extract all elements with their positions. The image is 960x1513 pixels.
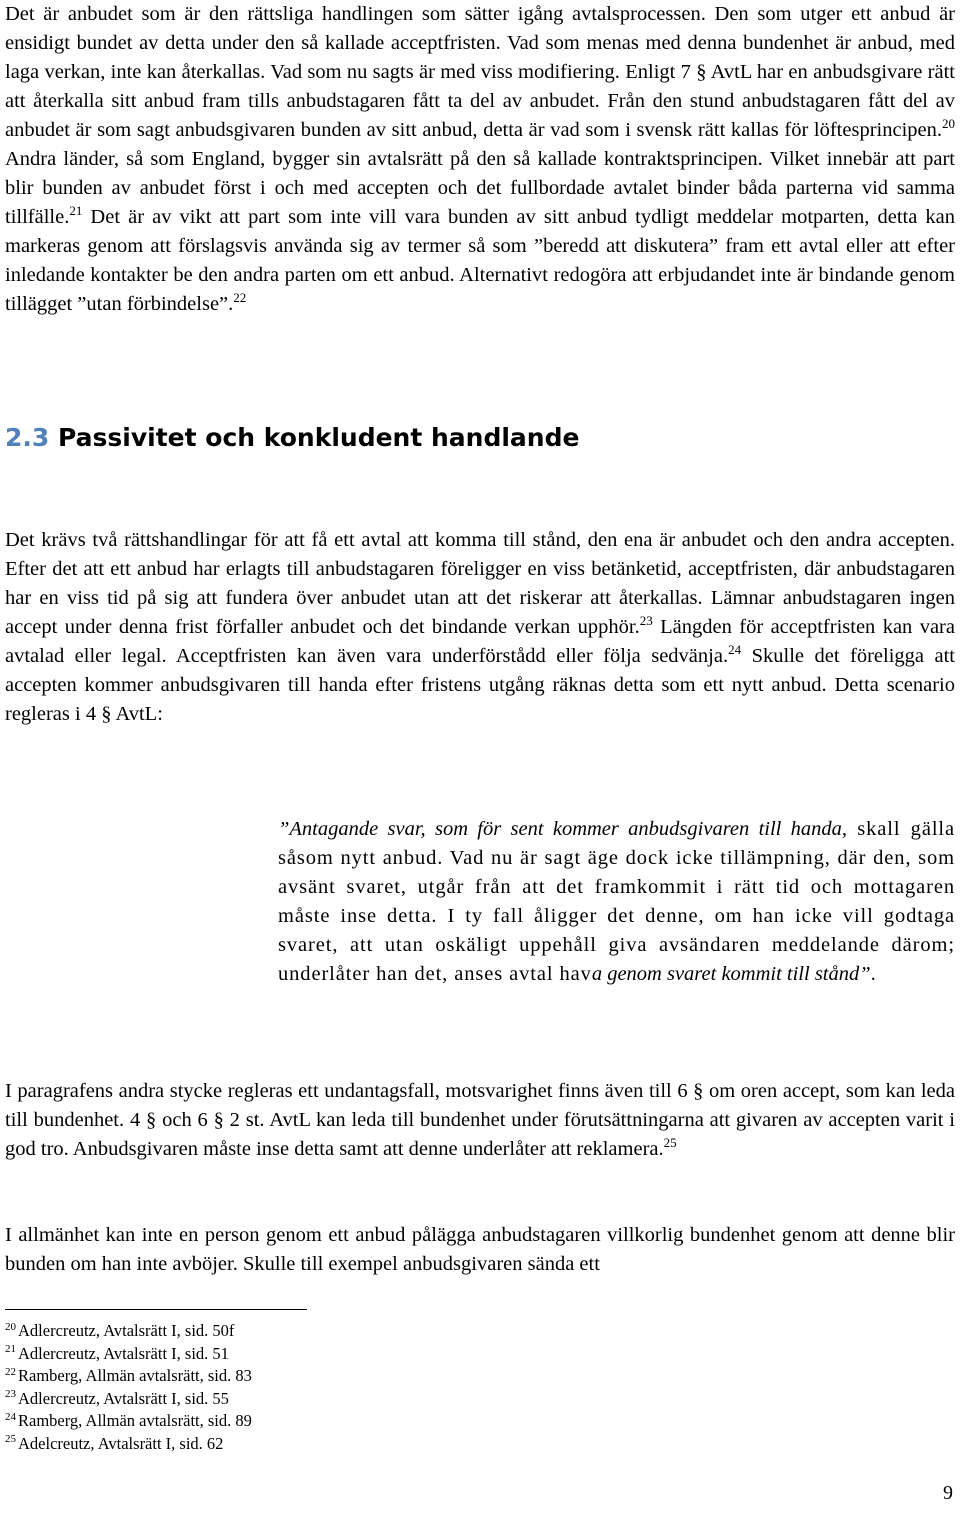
quote-text: skall gälla såsom nytt anbud. Vad nu är sagt äge dock icke tillämpning, där den, som avsänt svaret, utgår från att det framkommit i rätt tid och mottagaren måste inse detta. I ty fall åligger det denne, om han icke vill godtaga svaret, att utan oskäligt uppehåll giva avsändaren meddelande därom; underlåter han det, anses avtal hav xyxy=(278,818,956,985)
footnote-item xyxy=(5,1433,252,1456)
footnote-text: Adelcreutz, Avtalsrätt I, sid. 62 xyxy=(18,1433,224,1453)
footnote-ref[interactable]: 21 xyxy=(69,203,83,219)
paragraph-undantag xyxy=(5,1077,955,1164)
footnote-ref[interactable]: 23 xyxy=(639,613,653,629)
footnote-number: 20 xyxy=(5,1320,16,1333)
paragraph-text: Skulle det föreligga att accepten kommer anbudsgivaren till handa efter fristens utgång räknas detta som ett nytt anbud. Detta scenario regleras i 4 § AvtL: xyxy=(5,645,956,725)
paragraph-text: Andra länder, så som England, bygger sin avtalsrätt på den så kallade kontraktsprincipen. Vilket innebär att part blir bunden av anbudet först i och med accepten och det fullbordade avtalet binder båda parterna vid samma tillfälle. xyxy=(5,148,955,228)
paragraph-text: I paragrafens andra stycke regleras ett undantagsfall, motsvarighet finns även till 6 § om oren accept, som kan leda till bundenhet. 4 § och 6 § 2 st. AvtL kan leda till bundenhet under förutsättningarna att givaren av accepten varit i god tro. Anbudsgivaren måste inse detta samt att denne underlåter att reklamera. xyxy=(5,1080,955,1160)
footnote-text: Adlercreutz, Avtalsrätt I, sid. 50f xyxy=(18,1321,235,1340)
footnote-text: Ramberg, Allmän avtalsrätt, sid. 83 xyxy=(18,1366,252,1385)
footnote-ref[interactable]: 20 xyxy=(942,116,955,132)
footnote-number: 21 xyxy=(5,1343,16,1355)
section-title: Passivitet och konkludent handlande xyxy=(49,423,580,452)
quote-italic-text: a genom svaret kommit till stånd” xyxy=(591,963,871,985)
footnote-item xyxy=(5,1320,252,1343)
paragraph-text: Det är anbudet som är den rättsliga handlingen som sätter igång avtalsprocessen. Den som utger ett anbud är ensidigt bundet av detta under den så kallade acceptfristen. Vad som menas med denna bundenhet är anbud, med laga verkan, inte kan återkallas. Vad som nu sagts är med viss modifiering. Enligt 7 § AvtL har en anbudsgivare rätt att återkalla sitt anbud fram tills anbudstagaren fått ta del av anbudet. Från den stund anbudstagaren fått del av anbudet är som sagt anbudsgivaren bunden av sitt anbud, detta är vad som i svensk rätt kallas för löftesprincipen. xyxy=(5,3,955,141)
section-number: 2.3 xyxy=(5,423,50,452)
paragraph-text: I allmänhet kan inte en person genom ett anbud pålägga anbudstagaren villkorlig bundenhet genom att denne blir bunden om han inte avböjer. Skulle till exempel anbudsgivaren sända ett xyxy=(5,1224,955,1275)
footnote-text: Adlercreutz, Avtalsrätt I, sid. 55 xyxy=(18,1388,229,1408)
footnote-item xyxy=(5,1365,252,1388)
document-page xyxy=(5,0,955,1513)
paragraph-text: Längden för acceptfristen kan vara avtalad eller legal. Acceptfristen kan även vara underförstådd eller följa sedvänja. xyxy=(5,616,955,667)
paragraph-acceptfrist xyxy=(5,526,955,729)
paragraph-text: Det krävs två rättshandlingar för att få ett avtal att komma till stånd, den ena är anbudet och den andra accepten. Efter det att ett anbud har erlagts till anbudstagaren föreligger en viss betänketid, acceptfristen, där anbudstagaren har en viss tid på sig att fundera över anbudet utan att det riskerar att återkallas. Lämnar anbudstagaren ingen accept under denna frist förfaller anbudet och det bindande verkan upphör. xyxy=(5,529,955,638)
section-heading xyxy=(5,423,579,452)
page-number: 9 xyxy=(943,1482,953,1504)
footnote-list xyxy=(5,1320,252,1455)
block-quote xyxy=(278,815,955,989)
footnote-ref[interactable]: 25 xyxy=(663,1135,677,1151)
footnote-divider xyxy=(5,1309,307,1310)
footnote-item xyxy=(5,1410,252,1433)
footnote-number: 24 xyxy=(5,1410,16,1423)
paragraph-bundenhet xyxy=(5,1221,955,1279)
footnote-item xyxy=(5,1343,252,1366)
footnote-item xyxy=(5,1388,252,1411)
footnote-number: 23 xyxy=(5,1388,16,1400)
footnote-number: 22 xyxy=(5,1365,16,1378)
paragraph-anbud xyxy=(5,0,955,319)
footnote-number: 25 xyxy=(5,1433,16,1445)
footnote-ref[interactable]: 22 xyxy=(233,290,247,306)
paragraph-text: Det är av vikt att part som inte vill vara bunden av sitt anbud tydligt meddelar motparten, detta kan markeras genom att förslagsvis använda sig av termer så som ”beredd att diskutera” fram ett avtal eller att efter inledande kontakter be den andra parten om ett anbud. Alternativt redogöra att erbjudandet inte är bindande genom tillägget ”utan förbindelse”. xyxy=(5,206,955,315)
quote-text: . xyxy=(870,963,876,985)
footnote-text: Adlercreutz, Avtalsrätt I, sid. 51 xyxy=(18,1343,229,1363)
footnote-ref[interactable]: 24 xyxy=(728,642,742,658)
footnote-text: Ramberg, Allmän avtalsrätt, sid. 89 xyxy=(18,1411,252,1430)
quote-italic-text: ”Antagande svar, som för sent kommer anbudsgivaren till handa, xyxy=(278,818,848,840)
